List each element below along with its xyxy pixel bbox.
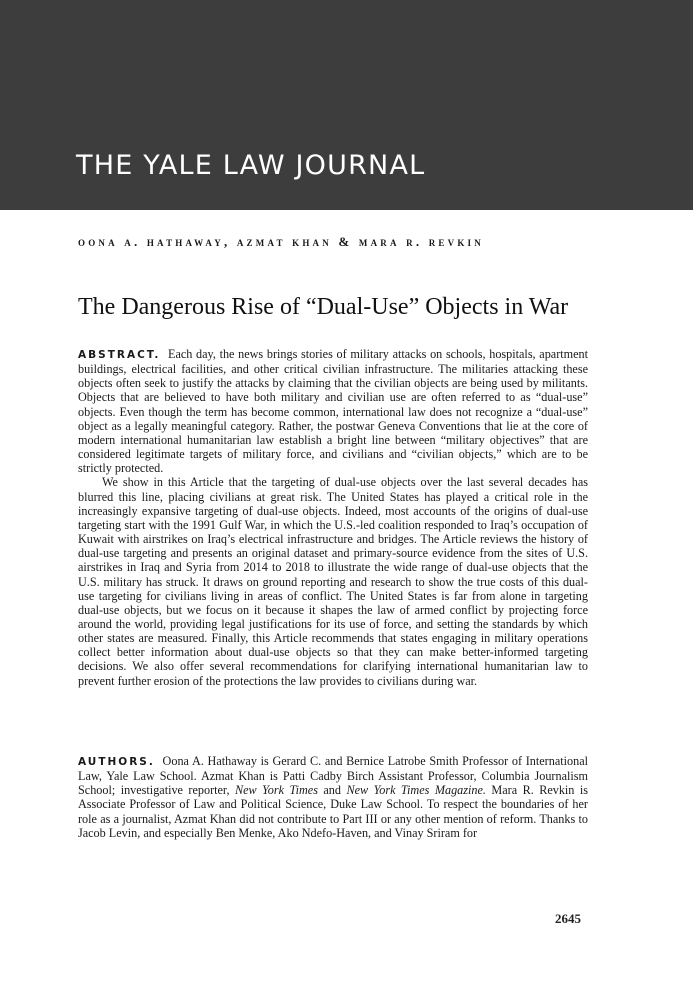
publication-nyt-magazine: New York Times Magazine. — [346, 783, 486, 798]
authors-note-paragraph — [78, 754, 588, 840]
abstract-label: ABSTRACT. — [78, 349, 161, 361]
abstract-paragraph-1 — [78, 347, 588, 475]
authors-text-and: and — [323, 783, 341, 798]
authors-text-2: Mara R. Revkin is Associate Professor of Law and Political Science, Duke Law School. To respect the boundaries of her role as a journalist, Azmat Khan did not contribute to Part III or any other mention of reform. Thanks to Jacob Levin, and especially Ben Menke, Ako Ndefo-Haven, and Vinay Sriram for — [78, 783, 588, 840]
authors-text-1: Oona A. Hathaway is Gerard C. and Bernice Latrobe Smith Professor of International Law, Yale Law School. Azmat Khan is Patti Cadby Birch Assistant Professor, Columbia Journalism School; investigative reporter, — [78, 754, 588, 798]
article-title: The Dangerous Rise of “Dual-Use” Objects in War — [78, 294, 569, 320]
authors-note-section — [78, 754, 588, 840]
page-number: 2645 — [555, 911, 581, 926]
abstract-text-1: Each day, the news brings stories of military attacks on schools, hospitals, apartment buildings, electrical facilities, and other critical civilian infrastructure. The militaries attacking these objects often seek to justify the attacks by claiming that the civilian objects are being used by militants. Objects that are believed to have both military and civilian use are often referred to as “dual-use” objects. Even though the term has become common, international law does not recognize a “dual-use” object as a legally meaningful category. Rather, the postwar Geneva Conventions that lie at the core of modern international humanitarian law establish a bright line between “military objectives” that are considered legitimate targets of military force, and civilians and “civilian objects,” which are to be strictly protected. — [78, 347, 589, 476]
publication-nyt: New York Times — [235, 783, 318, 798]
authors-label: AUTHORS. — [78, 756, 155, 768]
abstract-section — [78, 347, 588, 688]
abstract-paragraph-2: We show in this Article that the targeting of dual-use objects over the last several decades has blurred this line, placing civilians at great risk. The United States has played a critical role in the increasingly expansive targeting of dual-use objects. Indeed, most accounts of the origins of dual-use targeting start with the 1991 Gulf War, in which the U.S.-led coalition responded to Iraq’s occupation of Kuwait with airstrikes on Iraq’s electrical infrastructure and bridges. The Article reviews the history of dual-use targeting and presents an original dataset and primary-source evidence from the sites of U.S. airstrikes in Iraq and Syria from 2014 to 2018 to illustrate the wide range of dual-use objects that the U.S. military has struck. It draws on ground reporting and research to show the true costs of this dual-use targeting for civilians living in areas of conflict. The United States is far from alone in targeting dual-use objects, but we focus on it because it shapes the law of armed conflict by projecting force around the world, providing legal justifications for its use of force, and setting the standards by which other states are measured. Finally, this Article recommends that states engaging in military operations collect better information about dual-use objects so that they can make better-informed targeting decisions. We also offer several recommendations for clarifying international humanitarian law to prevent further erosion of the protections the law provides to civilians during war. — [78, 475, 588, 688]
article-authors: oona a. hathaway, azmat khan & mara r. revkin — [78, 234, 484, 249]
journal-masthead — [0, 0, 693, 210]
journal-title: THE YALE LAW JOURNAL — [76, 150, 426, 181]
